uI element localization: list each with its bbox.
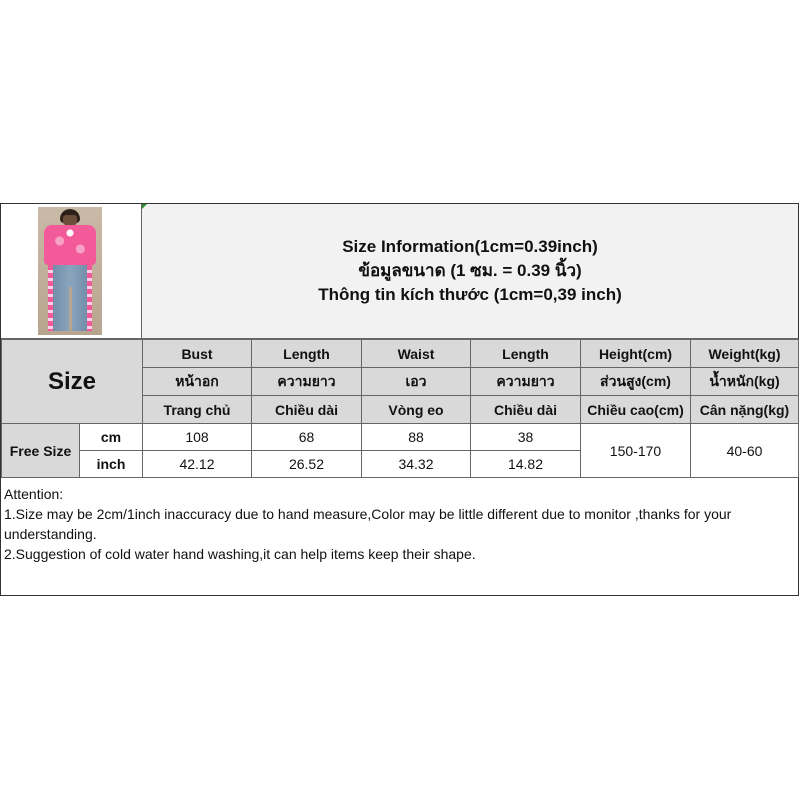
attention-note: 2.Suggestion of cold water hand washing,it can help items keep their shape.	[4, 546, 476, 562]
col-header-en: Waist	[362, 340, 471, 368]
col-header-en: Length	[471, 340, 581, 368]
photo-shirt	[44, 225, 96, 265]
col-header-vi: Vòng eo	[362, 396, 471, 424]
header-row-en	[2, 340, 799, 368]
photo-stripe-right	[87, 265, 92, 331]
value-cell: 26.52	[252, 451, 362, 478]
col-header-vi: Chiều dài	[252, 396, 362, 424]
attention-note: 1.Size may be 2cm/1inch inaccuracy due to hand measure,Color may be little different due to monitor ,thanks for your understanding.	[4, 506, 732, 542]
size-name-cell: Free Size	[2, 424, 80, 478]
table-row	[2, 424, 799, 451]
col-header-th: ความยาว	[252, 368, 362, 396]
col-header-vi: Cân nặng(kg)	[691, 396, 799, 424]
col-header-vi: Chiều dài	[471, 396, 581, 424]
col-header-th: เอว	[362, 368, 471, 396]
weight-range-cell: 40-60	[691, 424, 799, 478]
col-header-th: หน้าอก	[143, 368, 252, 396]
size-table	[1, 339, 799, 478]
value-cell: 42.12	[143, 451, 252, 478]
corner-marker	[142, 204, 147, 209]
size-chart	[0, 203, 799, 596]
value-cell: 38	[471, 424, 581, 451]
title-vietnamese: Thông tin kích thước (1cm=0,39 inch)	[318, 285, 622, 304]
col-header-en: Bust	[143, 340, 252, 368]
value-cell: 68	[252, 424, 362, 451]
col-header-vi: Trang chủ	[143, 396, 252, 424]
title-block	[142, 204, 798, 339]
title-thai: ข้อมูลขนาด (1 ซม. = 0.39 นิ้ว)	[358, 261, 582, 280]
value-cell: 108	[143, 424, 252, 451]
photo-leg-gap	[69, 287, 72, 331]
photo-stripe-left	[48, 265, 53, 331]
col-header-th: น้ำหนัก(kg)	[691, 368, 799, 396]
size-label: Size	[2, 340, 143, 424]
col-header-th: ความยาว	[471, 368, 581, 396]
value-cell: 88	[362, 424, 471, 451]
value-cell: 14.82	[471, 451, 581, 478]
col-header-en: Weight(kg)	[691, 340, 799, 368]
product-photo	[38, 207, 102, 335]
height-range-cell: 150-170	[581, 424, 691, 478]
col-header-vi: Chiều cao(cm)	[581, 396, 691, 424]
col-header-en: Height(cm)	[581, 340, 691, 368]
product-photo-cell	[1, 204, 142, 339]
col-header-en: Length	[252, 340, 362, 368]
photo-face	[63, 215, 77, 225]
attention-heading: Attention:	[4, 486, 64, 502]
attention-notes	[1, 482, 798, 595]
unit-cell: inch	[80, 451, 143, 478]
col-header-th: ส่วนสูง(cm)	[581, 368, 691, 396]
unit-cell: cm	[80, 424, 143, 451]
title-english: Size Information(1cm=0.39inch)	[342, 237, 598, 256]
value-cell: 34.32	[362, 451, 471, 478]
